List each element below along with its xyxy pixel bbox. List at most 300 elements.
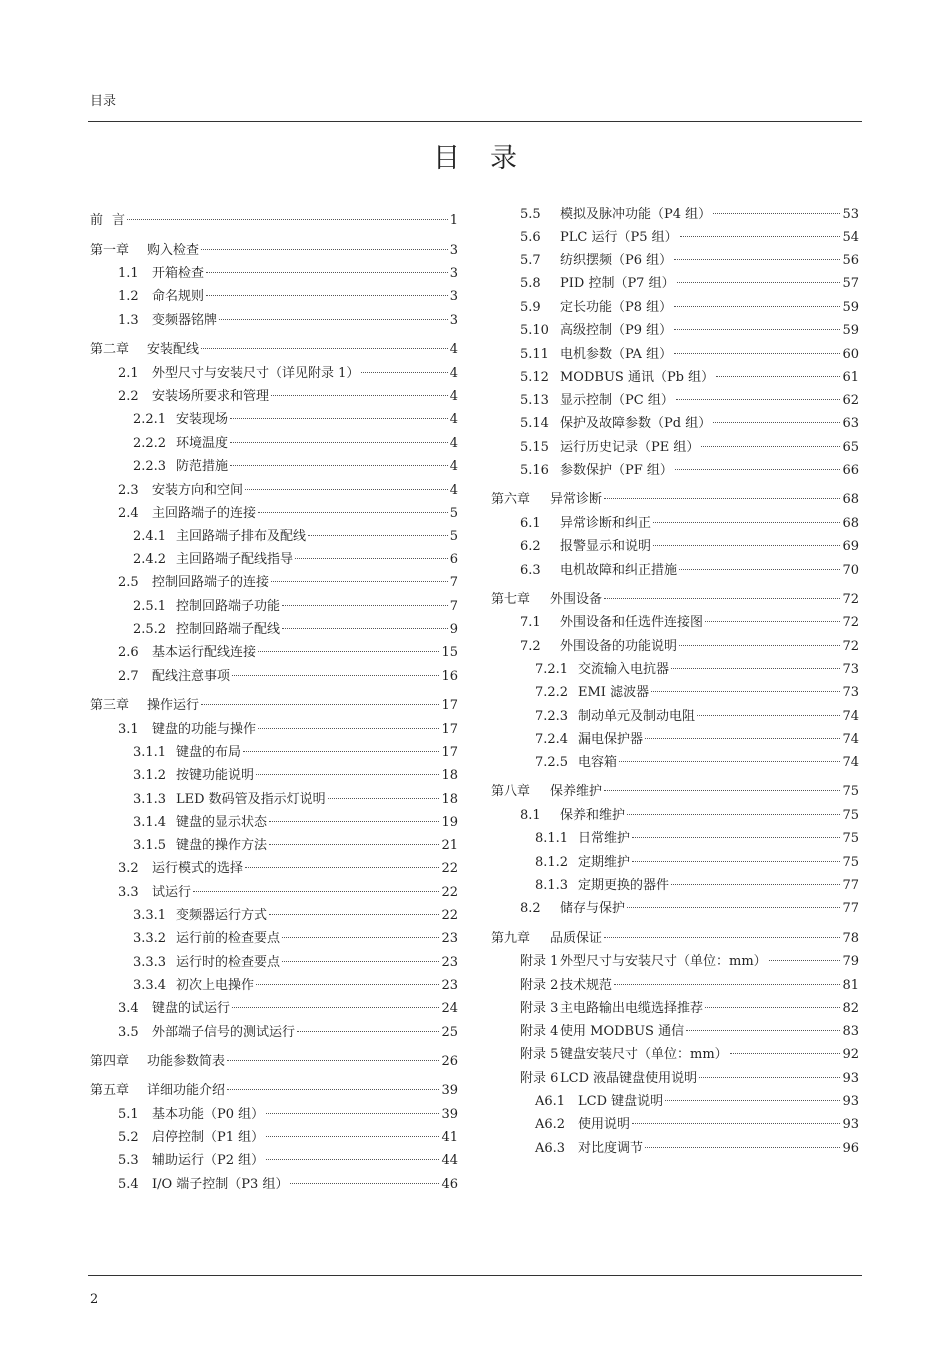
toc-entry-title: 运行模式的选择 (152, 861, 244, 876)
toc-entry-title: 键盘的布局 (176, 745, 242, 760)
toc-dot-leader (674, 353, 840, 354)
toc-entry-title: 电机故障和纠正措施 (560, 563, 678, 578)
footer-divider (88, 1275, 862, 1276)
toc-entry-number: 7.1 (520, 615, 541, 630)
toc-entry-number: 5.8 (520, 276, 541, 291)
toc-entry-number: 5.9 (520, 300, 541, 315)
toc-entry[interactable] (90, 620, 458, 640)
toc-entry[interactable] (90, 999, 458, 1019)
toc-dot-leader (705, 621, 840, 622)
toc-entry-page: 83 (842, 1024, 859, 1039)
toc-entry-number: 3.1 (118, 722, 139, 737)
toc-dot-leader (282, 628, 448, 629)
toc-entry[interactable] (491, 782, 859, 802)
toc-entry-title: 模拟及脉冲功能（P4 组） (560, 207, 712, 222)
toc-entry-page: 74 (842, 709, 859, 724)
toc-entry[interactable] (90, 1023, 458, 1043)
toc-dot-leader (201, 348, 448, 349)
toc-entry-title: 功能参数简表 (147, 1054, 226, 1069)
toc-entry-page: 4 (449, 366, 458, 381)
toc-entry-title: 键盘安装尺寸（单位：mm） (560, 1047, 728, 1062)
toc-entry-title: 运行历史记录（PE 组） (560, 440, 700, 455)
toc-entry[interactable] (491, 228, 859, 248)
toc-entry-page: 74 (842, 755, 859, 770)
header-divider (88, 121, 862, 122)
toc-entry-number: 5.15 (520, 440, 549, 455)
toc-entry[interactable] (491, 829, 859, 849)
toc-entry-number: 第七章 (491, 592, 531, 607)
toc-entry[interactable] (491, 683, 859, 703)
toc-entry[interactable] (491, 876, 859, 896)
toc-entry[interactable] (90, 597, 458, 617)
toc-entry-title: 控制回路端子功能 (176, 599, 281, 614)
toc-entry-number: 3.1.4 (133, 815, 167, 830)
toc-entry-number: 2.5 (118, 575, 139, 590)
toc-entry-number: 附录 3 (520, 1001, 559, 1016)
toc-entry[interactable] (491, 298, 859, 318)
toc-entry-number: 附录 6 (520, 1071, 559, 1086)
toc-entry[interactable] (90, 813, 458, 833)
toc-entry-number: 5.4 (118, 1177, 139, 1192)
toc-entry-page: 60 (842, 347, 859, 362)
toc-entry[interactable] (90, 1105, 458, 1125)
toc-entry-title: 储存与保护 (560, 901, 626, 916)
toc-entry-title: 主回路端子的连接 (152, 506, 257, 521)
toc-entry-title: 变频器铭牌 (152, 313, 218, 328)
toc-dot-leader (653, 522, 840, 523)
toc-entry-number: 8.1.1 (535, 831, 569, 846)
toc-entry-page: 3 (449, 243, 458, 258)
toc-entry-number: 2.5.1 (133, 599, 167, 614)
toc-entry-page: 17 (441, 745, 458, 760)
toc-entry-page: 53 (842, 207, 859, 222)
toc-entry-number: 2.7 (118, 669, 139, 684)
toc-entry[interactable] (90, 696, 458, 716)
toc-entry-number: 5.10 (520, 323, 549, 338)
toc-entry-page: 3 (449, 313, 458, 328)
toc-entry-number: 第二章 (90, 342, 130, 357)
toc-entry-title: 对比度调节 (578, 1141, 644, 1156)
toc-entry-title: 定期更换的器件 (578, 878, 670, 893)
toc-entry-page: 26 (441, 1054, 458, 1069)
toc-entry-title: LCD 键盘说明 (578, 1094, 664, 1109)
toc-entry-number: 2.2 (118, 389, 139, 404)
toc-entry[interactable] (90, 311, 458, 331)
toc-entry-number: 5.11 (520, 347, 549, 362)
toc-entry-number: 2.2.2 (133, 436, 167, 451)
toc-dot-leader (679, 645, 840, 646)
toc-dot-leader (206, 272, 448, 273)
toc-entry-title: 保养和维护 (560, 808, 626, 823)
toc-dot-leader (627, 907, 840, 908)
toc-entry-page: 82 (842, 1001, 859, 1016)
toc-entry-title: 异常诊断 (550, 492, 603, 507)
toc-dot-leader (256, 984, 439, 985)
toc-entry[interactable] (491, 637, 859, 657)
toc-entry-title: 详细功能介绍 (147, 1083, 226, 1098)
toc-entry[interactable] (491, 999, 859, 1019)
toc-entry[interactable] (491, 730, 859, 750)
toc-entry[interactable] (491, 1045, 859, 1065)
toc-dot-leader (266, 1136, 439, 1137)
toc-entry-number: 5.7 (520, 253, 541, 268)
toc-entry[interactable] (491, 952, 859, 972)
toc-entry[interactable] (491, 929, 859, 949)
toc-entry-title: 操作运行 (147, 698, 200, 713)
toc-entry[interactable] (90, 1081, 458, 1101)
toc-entry-page: 5 (449, 529, 458, 544)
toc-entry-number: 5.12 (520, 370, 549, 385)
toc-entry-page: 92 (842, 1047, 859, 1062)
toc-entry-title: 外围设备 (550, 592, 603, 607)
toc-dot-leader (680, 236, 841, 237)
toc-dot-leader (716, 376, 840, 377)
toc-entry[interactable] (90, 766, 458, 786)
toc-entry-page: 25 (441, 1025, 458, 1040)
toc-entry[interactable] (491, 1092, 859, 1112)
toc-entry[interactable] (491, 461, 859, 481)
toc-entry[interactable] (90, 527, 458, 547)
toc-entry-title: EMI 滤波器 (578, 685, 650, 700)
toc-entry-page: 57 (842, 276, 859, 291)
toc-dot-leader (651, 691, 840, 692)
toc-entry[interactable] (491, 613, 859, 633)
toc-entry-title: 制动单元及制动电阻 (578, 709, 696, 724)
toc-entry-page: 79 (842, 954, 859, 969)
toc-entry-page: 61 (842, 370, 859, 385)
toc-dot-leader (258, 651, 439, 652)
toc-entry-title: 基本功能（P0 组） (152, 1107, 265, 1122)
toc-entry[interactable] (491, 205, 859, 225)
toc-dot-leader (328, 798, 440, 799)
toc-entry[interactable] (491, 853, 859, 873)
toc-entry[interactable] (491, 707, 859, 727)
toc-entry-number: 附录 2 (520, 978, 559, 993)
toc-entry-number: 2.6 (118, 645, 139, 660)
toc-entry[interactable] (90, 906, 458, 926)
toc-entry[interactable] (491, 490, 859, 510)
toc-entry[interactable] (491, 660, 859, 680)
toc-dot-leader (230, 465, 448, 466)
toc-dot-leader (645, 1147, 840, 1148)
toc-dot-leader (676, 399, 841, 400)
toc-entry-number: 3.1.5 (133, 838, 167, 853)
toc-entry-page: 68 (842, 492, 859, 507)
toc-entry[interactable] (90, 481, 458, 501)
toc-dot-leader (604, 937, 840, 938)
toc-entry-number: 5.16 (520, 463, 549, 478)
toc-entry[interactable] (491, 590, 859, 610)
toc-dot-leader (604, 790, 840, 791)
toc-entry[interactable] (90, 720, 458, 740)
toc-entry-number: 3.3.1 (133, 908, 167, 923)
toc-entry[interactable] (491, 537, 859, 557)
toc-entry-page: 96 (842, 1141, 859, 1156)
toc-entry[interactable] (90, 859, 458, 879)
toc-entry[interactable] (491, 899, 859, 919)
toc-entry-title: 参数保护（PF 组） (560, 463, 673, 478)
toc-entry-page: 24 (441, 1001, 458, 1016)
toc-entry[interactable] (90, 1175, 458, 1195)
toc-entry[interactable] (491, 753, 859, 773)
toc-entry[interactable] (90, 976, 458, 996)
toc-entry-title: 开箱检查 (152, 266, 205, 281)
toc-dot-leader (674, 329, 840, 330)
toc-entry-number: 6.1 (520, 516, 541, 531)
toc-entry[interactable] (90, 929, 458, 949)
toc-entry-title: 交流输入电抗器 (578, 662, 670, 677)
toc-dot-leader (245, 489, 448, 490)
toc-entry-number: 8.1 (520, 808, 541, 823)
toc-entry[interactable] (90, 340, 458, 360)
toc-dot-leader (227, 1060, 439, 1061)
toc-entry-page: 17 (441, 698, 458, 713)
toc-dot-leader (256, 774, 439, 775)
toc-entry-page: 75 (842, 831, 859, 846)
toc-dot-leader (266, 1113, 439, 1114)
toc-entry-title: 定期维护 (578, 855, 631, 870)
toc-entry-title: 漏电保护器 (578, 732, 644, 747)
toc-entry[interactable] (90, 457, 458, 477)
toc-entry[interactable] (90, 883, 458, 903)
toc-entry[interactable] (90, 953, 458, 973)
toc-entry-title: 定长功能（P8 组） (560, 300, 673, 315)
toc-entry[interactable] (491, 806, 859, 826)
toc-entry-number: 6.3 (520, 563, 541, 578)
toc-entry-page: 19 (441, 815, 458, 830)
toc-entry-number: A6.2 (535, 1117, 566, 1132)
toc-dot-leader (193, 891, 439, 892)
toc-entry-number: 第八章 (491, 784, 531, 799)
toc-entry-page: 6 (449, 552, 458, 567)
toc-entry[interactable] (90, 241, 458, 261)
toc-dot-leader (361, 372, 447, 373)
toc-entry-number: 附录 5 (520, 1047, 559, 1062)
toc-entry-number: 2.2.3 (133, 459, 167, 474)
toc-entry-title: 启停控制（P1 组） (152, 1130, 265, 1145)
toc-entry[interactable] (491, 1115, 859, 1135)
toc-entry-page: 59 (842, 323, 859, 338)
toc-entry-page: 9 (449, 622, 458, 637)
toc-entry[interactable] (90, 410, 458, 430)
toc-entry-number: 7.2.3 (535, 709, 569, 724)
toc-entry-title: 外部端子信号的测试运行 (152, 1025, 296, 1040)
toc-entry[interactable] (491, 414, 859, 434)
toc-dot-leader (653, 545, 840, 546)
toc-entry-title: 言 (112, 213, 126, 228)
toc-entry[interactable] (491, 368, 859, 388)
toc-entry-page: 56 (842, 253, 859, 268)
toc-entry-title: 键盘的显示状态 (176, 815, 268, 830)
toc-entry-title: 控制回路端子配线 (176, 622, 281, 637)
toc-entry-title: 安装配线 (147, 342, 200, 357)
toc-entry-page: 72 (842, 615, 859, 630)
toc-entry-number: 7.2 (520, 639, 541, 654)
toc-dot-leader (290, 1183, 439, 1184)
toc-entry-page: 93 (842, 1094, 859, 1109)
toc-entry[interactable] (491, 1022, 859, 1042)
toc-dot-leader (679, 569, 840, 570)
toc-entry-number: 第五章 (90, 1083, 130, 1098)
toc-dot-leader (271, 581, 448, 582)
toc-entry-page: 23 (441, 978, 458, 993)
toc-entry-title: 主回路端子排布及配线 (176, 529, 307, 544)
toc-entry-page: 70 (842, 563, 859, 578)
toc-entry-number: 1.2 (118, 289, 139, 304)
toc-entry-number: 第三章 (90, 698, 130, 713)
toc-entry-title: 保护及故障参数（Pd 组） (560, 416, 712, 431)
toc-entry-page: 4 (449, 389, 458, 404)
toc-dot-leader (269, 821, 439, 822)
toc-entry-page: 39 (441, 1107, 458, 1122)
toc-entry-title: 安装场所要求和管理 (152, 389, 270, 404)
toc-entry[interactable] (90, 1128, 458, 1148)
toc-entry-number: 6.2 (520, 539, 541, 554)
toc-dot-leader (266, 1159, 439, 1160)
toc-entry-title: I/O 端子控制（P3 组） (152, 1177, 289, 1192)
toc-entry-title: MODBUS 通讯（Pb 组） (560, 370, 715, 385)
toc-entry-number: 3.2 (118, 861, 139, 876)
toc-entry-title: 电机参数（PA 组） (560, 347, 673, 362)
toc-entry[interactable] (90, 387, 458, 407)
toc-dot-leader (614, 984, 840, 985)
toc-entry[interactable] (90, 573, 458, 593)
toc-entry[interactable] (90, 364, 458, 384)
toc-entry-number: 第四章 (90, 1054, 130, 1069)
toc-entry-number: 5.2 (118, 1130, 139, 1145)
toc-entry[interactable] (491, 561, 859, 581)
toc-dot-leader (282, 605, 448, 606)
toc-entry-page: 75 (842, 855, 859, 870)
toc-dot-leader (230, 418, 448, 419)
toc-dot-leader (219, 319, 448, 320)
toc-entry-number: 1.3 (118, 313, 139, 328)
toc-entry-number: 2.4.2 (133, 552, 167, 567)
toc-entry[interactable] (491, 274, 859, 294)
toc-entry[interactable] (90, 667, 458, 687)
toc-entry[interactable] (491, 1139, 859, 1159)
toc-entry-page: 54 (842, 230, 859, 245)
toc-entry[interactable] (491, 345, 859, 365)
toc-entry-page: 21 (441, 838, 458, 853)
toc-entry-number: 7.2.4 (535, 732, 569, 747)
toc-dot-leader (730, 1053, 841, 1054)
toc-entry-title: 运行时的检查要点 (176, 955, 281, 970)
toc-entry[interactable] (90, 264, 458, 284)
toc-entry[interactable] (90, 550, 458, 570)
toc-entry-title: 主电路输出电缆选择推荐 (560, 1001, 704, 1016)
toc-entry-page: 41 (441, 1130, 458, 1145)
toc-dot-leader (632, 837, 840, 838)
toc-entry-title: 初次上电操作 (176, 978, 255, 993)
toc-entry-title: 使用 MODBUS 通信 (560, 1024, 685, 1039)
toc-entry-title: 变频器运行方式 (176, 908, 268, 923)
toc-entry-page: 78 (842, 931, 859, 946)
toc-dot-leader (258, 512, 448, 513)
toc-entry-page: 72 (842, 592, 859, 607)
toc-entry-number: 2.1 (118, 366, 139, 381)
toc-entry-number: 2.4.1 (133, 529, 167, 544)
toc-entry-number: 5.13 (520, 393, 549, 408)
toc-entry[interactable] (90, 434, 458, 454)
toc-entry-title: 安装方向和空间 (152, 483, 244, 498)
toc-entry-page: 74 (842, 732, 859, 747)
toc-entry-title: 外围设备和任选件连接图 (560, 615, 704, 630)
toc-dot-leader (619, 761, 840, 762)
toc-dot-leader (675, 469, 841, 470)
toc-entry-number: 2.2.1 (133, 412, 167, 427)
toc-entry[interactable] (90, 1052, 458, 1072)
toc-entry-page: 59 (842, 300, 859, 315)
toc-entry-title: LCD 液晶键盘使用说明 (560, 1071, 698, 1086)
toc-entry-title: 异常诊断和纠正 (560, 516, 652, 531)
toc-entry-number: 第六章 (491, 492, 531, 507)
toc-entry-page: 7 (449, 599, 458, 614)
toc-entry-page: 23 (441, 955, 458, 970)
toc-entry-page: 81 (842, 978, 859, 993)
toc-entry-page: 44 (441, 1153, 458, 1168)
toc-entry-number: 8.1.3 (535, 878, 569, 893)
toc-entry-title: 试运行 (152, 885, 192, 900)
toc-entry-title: 技术规范 (560, 978, 613, 993)
toc-entry-title: 运行前的检查要点 (176, 931, 281, 946)
toc-dot-leader (705, 1007, 840, 1008)
toc-entry[interactable] (90, 836, 458, 856)
toc-entry-title: 高级控制（P9 组） (560, 323, 673, 338)
toc-entry[interactable] (491, 976, 859, 996)
toc-entry-number: 3.1.2 (133, 768, 167, 783)
toc-entry-title: 命名规则 (152, 289, 205, 304)
toc-entry-page: 4 (449, 436, 458, 451)
toc-dot-leader (627, 814, 840, 815)
toc-entry-title: PLC 运行（P5 组） (560, 230, 678, 245)
toc-entry[interactable] (90, 504, 458, 524)
toc-dot-leader (243, 751, 439, 752)
toc-entry-number: 2.4 (118, 506, 139, 521)
toc-entry[interactable] (90, 790, 458, 810)
toc-entry-title: 键盘的功能与操作 (152, 722, 257, 737)
toc-entry-number: 5.14 (520, 416, 549, 431)
toc-dot-leader (232, 675, 439, 676)
toc-entry[interactable] (90, 643, 458, 663)
toc-dot-leader (671, 668, 840, 669)
toc-dot-leader (697, 715, 840, 716)
toc-dot-leader (297, 1031, 439, 1032)
toc-dot-leader (295, 558, 448, 559)
toc-entry-number: 1.1 (118, 266, 139, 281)
toc-entry-number: 7.2.2 (535, 685, 569, 700)
toc-entry[interactable] (491, 391, 859, 411)
toc-entry-title: 外型尺寸与安装尺寸（单位：mm） (560, 954, 767, 969)
toc-entry[interactable] (491, 514, 859, 534)
toc-entry[interactable] (90, 211, 458, 231)
toc-entry-number: 3.3.2 (133, 931, 167, 946)
toc-entry-page: 77 (842, 878, 859, 893)
toc-entry[interactable] (491, 321, 859, 341)
toc-entry[interactable] (90, 287, 458, 307)
toc-entry-title: 防范措施 (176, 459, 229, 474)
toc-entry[interactable] (491, 251, 859, 271)
toc-entry-number: 8.2 (520, 901, 541, 916)
toc-entry[interactable] (90, 1151, 458, 1171)
toc-entry[interactable] (491, 438, 859, 458)
toc-entry[interactable] (491, 1069, 859, 1089)
toc-entry-title: 外型尺寸与安装尺寸（详见附录 1） (152, 366, 360, 381)
toc-entry-page: 3 (449, 289, 458, 304)
toc-entry[interactable] (90, 743, 458, 763)
toc-entry-number: 8.1.2 (535, 855, 569, 870)
toc-entry-number: 5.5 (520, 207, 541, 222)
